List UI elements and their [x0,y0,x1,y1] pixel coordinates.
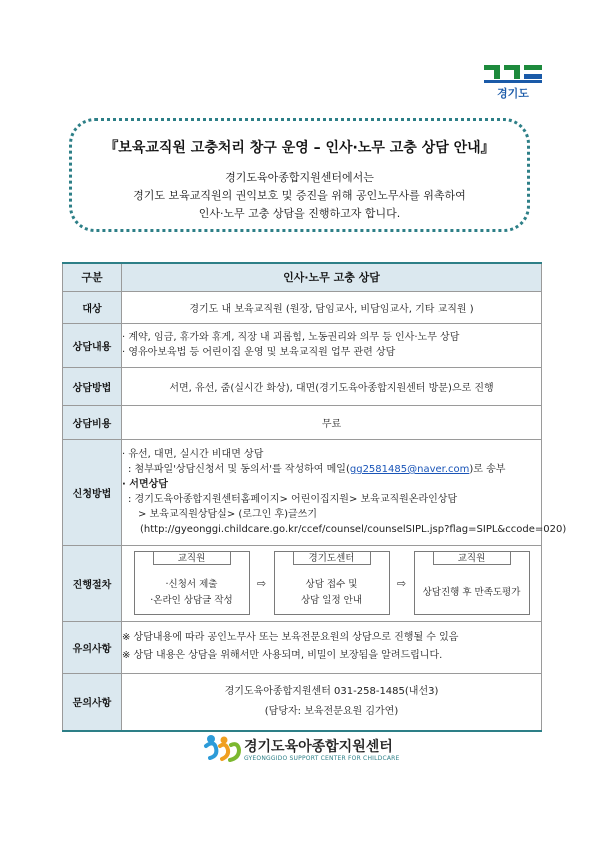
footer-org-name: 경기도육아종합지원센터 [244,739,393,755]
intro-line: 경기도육아종합지원센터에서는 [225,171,374,184]
apply-row [63,439,542,545]
process-step-line: ·신청서 제출 [165,579,218,590]
header-label: 구분 [63,263,122,291]
gyeonggi-logo-icon [483,64,543,84]
process-label: 진행절차 [63,545,122,621]
notes-label: 유의사항 [63,621,122,673]
inquiry-value [122,673,542,731]
method-label: 상담방법 [63,367,122,405]
process-step-body [135,572,249,614]
apply-url[interactable]: (http://gyeonggi.childcare.go.kr/ccef/counsel/counselSIPL.jsp?flag=SIPL&ccode=020) [140,524,567,535]
target-label: 대상 [63,291,122,323]
apply-line: : 경기도육아종합지원센터홈페이지> 어린이집지원> 보육교직원온라인상담 [128,494,458,505]
process-step-title: 교직원 [153,551,231,565]
process-step-line: 상담 일정 안내 [300,595,363,606]
process-step-line: ·온라인 상담글 작성 [150,595,233,606]
process-step [274,551,390,615]
email-link[interactable]: gg2581485@naver.com [349,464,470,475]
notes-value [122,621,542,673]
intro-line: 경기도 보육교직원의 권익보호 및 증진을 위해 공인노무사를 위촉하여 [133,189,466,202]
header-box [69,118,530,232]
content-row [63,323,542,367]
process-step [414,551,530,615]
apply-line: · 유선, 대면, 실시간 비대면 상담 [122,449,264,460]
page-title: 『보육교직원 고충처리 창구 운영 – 인사·노무 고충 상담 안내』 [104,140,495,156]
footer-org-english: GYEONGGIDO SUPPORT CENTER FOR CHILDCARE [244,755,400,762]
target-row [63,291,542,323]
process-row [63,545,542,621]
apply-line-suffix: )로 송부 [469,464,506,475]
info-table [62,262,567,732]
inquiry-line: (담당자: 보육전문요원 김가연) [264,705,399,717]
logo-text: 경기도 [497,87,529,100]
intro-text [72,169,527,223]
process-step-line: 상담 접수 및 [305,579,358,590]
apply-line-prefix: : 첨부파일'상담신청서 및 동의서'를 작성하여 메일( [128,464,350,475]
childcare-center-logo-icon [202,732,242,764]
process-step-body [275,572,389,614]
inquiry-label: 문의사항 [63,673,122,731]
apply-label: 신청방법 [63,439,122,545]
notes-row [63,621,542,673]
method-row [63,367,542,405]
process-step [134,551,250,615]
header-value: 인사·노무 고충 상담 [122,263,542,291]
cost-label: 상담비용 [63,405,122,439]
content-line: · 계약, 임금, 휴가와 휴게, 직장 내 괴롭힘, 노동권리와 의무 등 인사·노무 상담 [122,332,460,343]
inquiry-line: 경기도육아종합지원센터 031-258-1485(내선3) [224,685,439,697]
method-value: 서면, 유선, 줌(실시간 화상), 대면(경기도육아종합지원센터 방문)으로 진행 [122,367,542,405]
apply-line [122,462,541,477]
process-step-line: 상담진행 후 만족도평가 [422,587,521,598]
content-label: 상담내용 [63,323,122,367]
apply-line: · 서면상담 [122,479,168,490]
cost-row [63,405,542,439]
arrow-right-icon: ⇨ [256,576,267,590]
intro-line: 인사·노무 고충 상담을 진행하고자 합니다. [198,207,401,220]
target-value: 경기도 내 보육교직원 (원장, 담임교사, 비담임교사, 기타 교직원 ) [122,291,542,323]
cost-value: 무료 [122,405,542,439]
inquiry-row [63,673,542,731]
process-value [122,545,542,621]
process-step-title: 경기도센터 [293,551,371,565]
process-step-body [415,572,529,614]
apply-line: > 보육교직원상담실> (로그인 후)글쓰기 [138,509,317,520]
content-line: · 영유아보육법 등 어린이집 운영 및 보육교직원 업무 관련 상담 [122,347,396,358]
content-value [122,323,542,367]
gyeonggi-logo [482,64,544,101]
apply-value [122,439,567,545]
note-line: ※ 상담내용에 따라 공인노무사 또는 보육전문요원의 상담으로 진행될 수 있음 [122,632,459,643]
process-step-title: 교직원 [433,551,511,565]
process-flow [122,547,541,619]
arrow-right-icon: ⇨ [396,576,407,590]
table-header-row [63,263,542,291]
note-line: ※ 상담 내용은 상담을 위해서만 사용되며, 비밀이 보장됨을 알려드립니다. [122,650,443,661]
footer-logo [202,732,422,766]
